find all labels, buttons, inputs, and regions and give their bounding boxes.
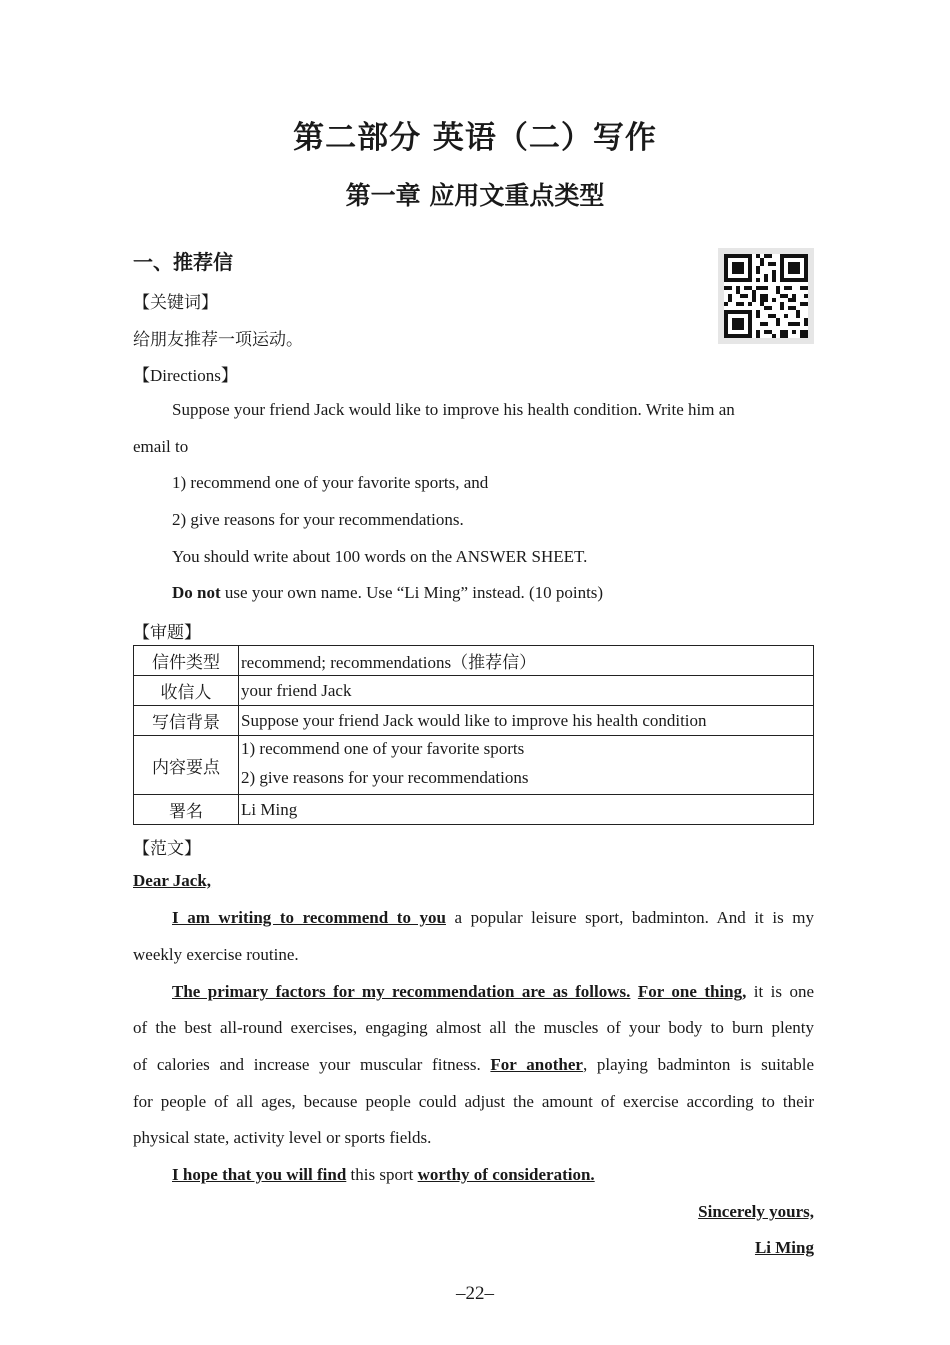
directions-point-2: 2) give reasons for your recommendations. <box>172 510 464 529</box>
keywords-text: 给朋友推荐一项运动。 <box>133 330 303 350</box>
directions-intro-line2: email to <box>133 437 189 456</box>
paragraph-text: it is one <box>746 982 814 1001</box>
content-point-2: 2) give reasons for your recommendations <box>241 768 529 787</box>
phrase-highlight: I am writing to recommend to you <box>172 908 446 927</box>
signature-text: Li Ming <box>754 1238 814 1257</box>
table-row <box>134 795 814 825</box>
table-value-cell: Suppose your friend Jack would like to improve his health condition <box>239 706 814 736</box>
closing-text: Sincerely yours, <box>698 1202 814 1221</box>
keywords-label: 【关键词】 <box>133 293 218 313</box>
table-row <box>134 736 814 795</box>
review-label: 【审题】 <box>133 623 201 643</box>
paragraph-2-line-3 <box>133 1046 814 1083</box>
paragraph-text: a popular leisure sport, badminton. And it is my <box>445 908 814 927</box>
paragraph-text: , playing badminton is suitable <box>582 1055 814 1074</box>
table-head-cell: 收信人 <box>134 676 239 706</box>
signature <box>133 1229 814 1266</box>
phrase-highlight: For another <box>490 1055 583 1074</box>
paragraph-2-line-2: of the best all-round exercises, engaging almost all the muscles of your body to burn plenty <box>133 1018 814 1037</box>
table-row <box>134 706 814 736</box>
section-heading: 一、推荐信 <box>133 250 233 274</box>
directions-label: 【Directions】 <box>133 366 238 385</box>
table-head-cell: 署名 <box>134 795 239 825</box>
salutation <box>133 862 211 899</box>
paragraph-3 <box>172 1156 595 1193</box>
paragraph-1-line-2: weekly exercise routine. <box>133 945 299 964</box>
table-value-cell: recommend; recommendations（推荐信） <box>239 646 814 676</box>
phrase-highlight: The primary factors for my recommendation are as follows. <box>172 982 631 1001</box>
content-point-1: 1) recommend one of your favorite sports <box>241 739 525 758</box>
review-table <box>133 645 814 825</box>
paragraph-2-line-5: physical state, activity level or sports fields. <box>133 1128 432 1147</box>
paragraph-text: this sport <box>346 1165 418 1184</box>
salutation-text: Dear Jack, <box>133 871 212 890</box>
table-head-cell: 信件类型 <box>134 646 239 676</box>
phrase-highlight: I hope that you will find <box>172 1165 347 1184</box>
page-number: –22– <box>456 1283 494 1304</box>
directions-word-count: You should write about 100 words on the ANSWER SHEET. <box>172 547 588 566</box>
table-value-cell: Li Ming <box>239 795 814 825</box>
sample-label: 【范文】 <box>133 839 201 859</box>
do-not-emphasis: Do not <box>172 583 221 602</box>
table-row <box>134 646 814 676</box>
paragraph-2-line-1 <box>172 973 814 1010</box>
name-instruction-rest: use your own name. Use “Li Ming” instead. (10 points) <box>220 583 604 602</box>
phrase-highlight: worthy of consideration. <box>417 1165 595 1184</box>
paragraph-text: of calories and increase your muscular fitness. <box>133 1055 491 1074</box>
part-title: 第二部分 英语（二）写作 <box>293 120 657 156</box>
paragraph-1-line-1 <box>172 899 814 936</box>
closing <box>133 1193 814 1230</box>
table-row <box>134 676 814 706</box>
directions-point-1: 1) recommend one of your favorite sports, and <box>172 473 489 492</box>
directions-name-instruction <box>172 574 603 611</box>
table-head-cell: 内容要点 <box>134 736 239 795</box>
chapter-title: 第一章 应用文重点类型 <box>345 181 605 210</box>
directions-intro-line1: Suppose your friend Jack would like to improve his health condition. Write him an <box>172 400 735 419</box>
table-value-cell: your friend Jack <box>239 676 814 706</box>
table-head-cell: 写信背景 <box>134 706 239 736</box>
paragraph-2-line-4: for people of all ages, because people could adjust the amount of exercise according to their <box>133 1092 814 1111</box>
qr-code-icon[interactable] <box>718 248 814 344</box>
phrase-highlight: For one thing, <box>637 982 747 1001</box>
table-value-cell <box>239 736 814 795</box>
